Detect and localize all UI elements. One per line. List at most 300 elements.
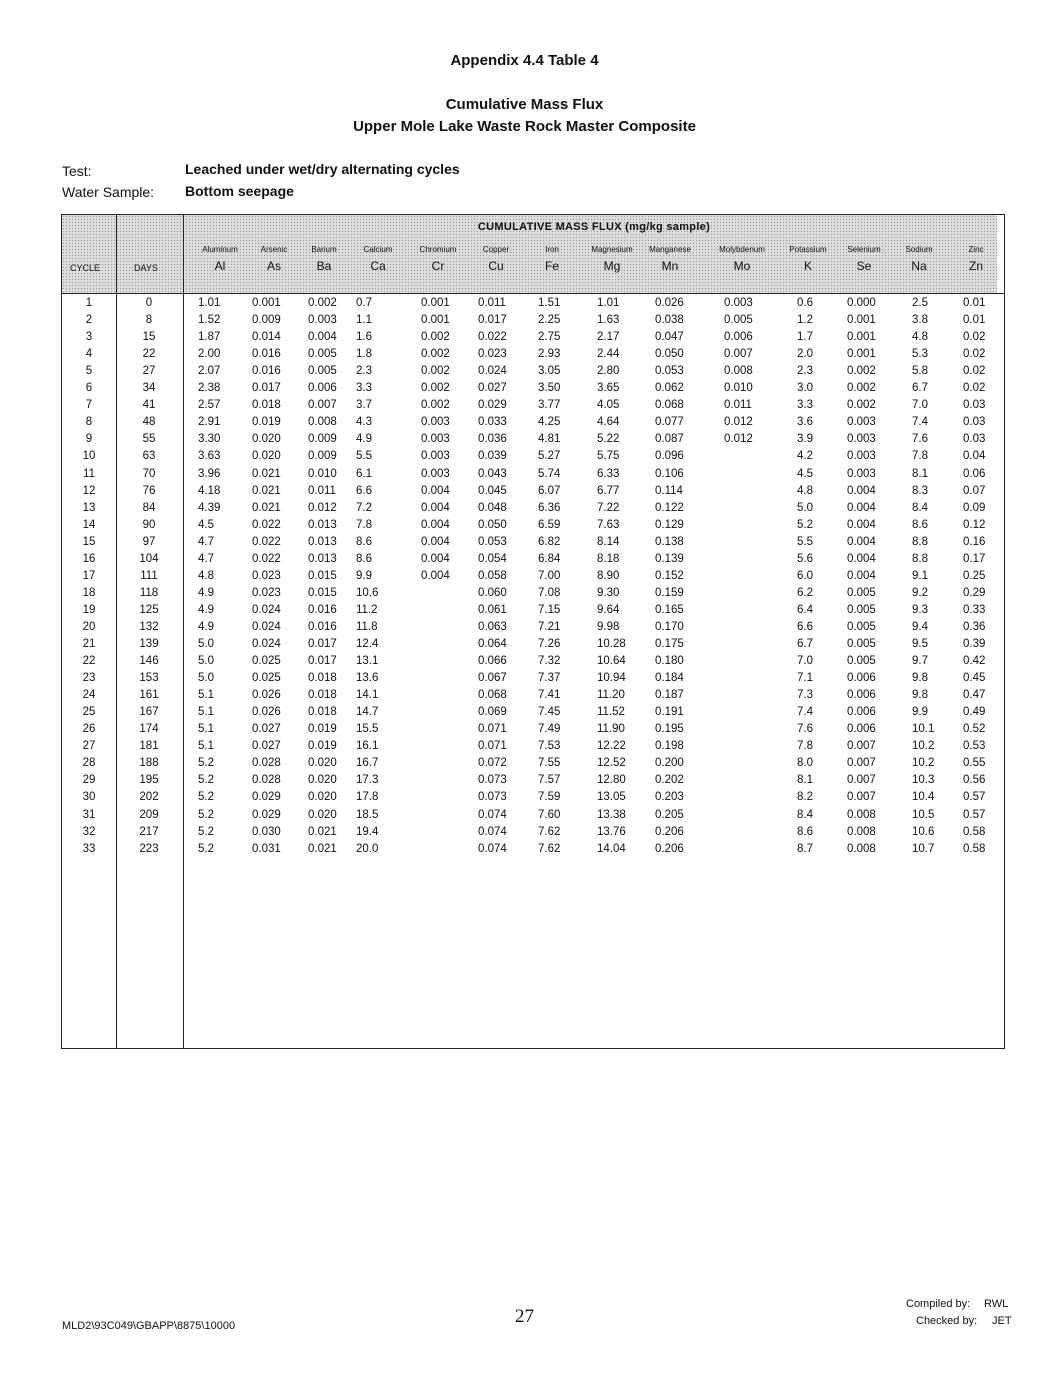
value-cell: 0.038 <box>655 314 684 327</box>
value-cell: 7.62 <box>538 842 561 855</box>
cycle-cell: 27 <box>82 740 96 753</box>
value-cell: 0.020 <box>308 774 337 787</box>
value-cell: 0.029 <box>252 808 281 821</box>
value-cell: 6.82 <box>538 535 561 548</box>
value-cell: 0.022 <box>252 518 281 531</box>
table-row <box>62 672 1004 689</box>
value-cell: 5.22 <box>597 433 620 446</box>
value-cell: 0.170 <box>655 620 684 633</box>
cycle-cell: 29 <box>82 774 96 787</box>
value-cell: 0.004 <box>847 552 876 565</box>
value-cell: 0.002 <box>847 382 876 395</box>
table-row <box>62 621 1004 638</box>
table-row <box>62 553 1004 570</box>
value-cell: 0.004 <box>847 484 876 497</box>
table-row <box>62 740 1004 757</box>
value-cell: 0.071 <box>478 740 507 753</box>
cycle-cell: 21 <box>82 638 96 650</box>
days-cell: 0 <box>145 297 153 309</box>
cycle-header: CYCLE <box>70 263 101 273</box>
value-cell: 0.020 <box>308 808 337 821</box>
cycle-cell: 8 <box>85 416 93 429</box>
value-cell: 0.002 <box>847 365 876 378</box>
water-sample-label: Water Sample: <box>62 184 155 200</box>
value-cell: 0.027 <box>252 740 281 753</box>
value-cell: 0.04 <box>963 450 986 463</box>
value-cell: 6.07 <box>538 484 561 497</box>
table-row <box>62 689 1004 706</box>
value-cell: 0.028 <box>252 774 281 787</box>
value-cell: 0.008 <box>724 365 753 378</box>
value-cell: 0.071 <box>478 723 507 736</box>
table-row <box>62 723 1004 740</box>
value-cell: 8.7 <box>797 842 813 855</box>
table-row <box>62 331 1004 348</box>
value-cell: 0.07 <box>963 484 986 497</box>
value-cell: 4.05 <box>597 399 620 412</box>
table-row <box>62 791 1004 808</box>
value-cell: 5.1 <box>198 740 214 753</box>
value-cell: 0.005 <box>847 655 876 668</box>
value-cell: 7.22 <box>597 501 620 514</box>
element-name-header: Aluminum <box>202 245 238 254</box>
element-symbol-header: As <box>266 259 281 273</box>
value-cell: 0.039 <box>478 450 507 463</box>
value-cell: 0.073 <box>478 774 507 787</box>
value-cell: 7.57 <box>538 774 561 787</box>
value-cell: 5.1 <box>198 706 214 719</box>
value-cell: 0.008 <box>847 825 876 838</box>
value-cell: 5.2 <box>198 825 214 838</box>
cycle-cell: 32 <box>82 825 96 838</box>
element-name-header: Zinc <box>968 245 984 254</box>
value-cell: 10.4 <box>912 791 935 804</box>
value-cell: 0.49 <box>963 706 986 719</box>
table-row <box>62 416 1004 433</box>
element-symbol-header: Cr <box>431 259 445 273</box>
value-cell: 0.050 <box>655 348 684 361</box>
value-cell: 9.2 <box>912 586 928 599</box>
value-cell: 0.36 <box>963 620 986 633</box>
value-cell: 7.8 <box>356 518 372 531</box>
value-cell: 5.1 <box>198 689 214 702</box>
table-row <box>62 809 1004 826</box>
value-cell: 7.1 <box>797 672 813 685</box>
value-cell: 0.006 <box>308 382 337 395</box>
value-cell: 0.021 <box>252 484 281 497</box>
value-cell: 3.3 <box>356 382 372 395</box>
value-cell: 1.1 <box>356 314 372 327</box>
days-header: DAYS <box>134 263 158 273</box>
checked-by-value: JET <box>992 1315 1012 1327</box>
value-cell: 1.51 <box>538 297 561 309</box>
value-cell: 0.53 <box>963 740 986 753</box>
value-cell: 0.009 <box>252 314 281 327</box>
test-value: Leached under wet/dry alternating cycles <box>185 161 460 177</box>
cycle-cell: 10 <box>82 450 96 463</box>
days-cell: 167 <box>139 706 159 719</box>
value-cell: 0.072 <box>478 757 507 770</box>
value-cell: 9.4 <box>912 620 928 633</box>
value-cell: 8.6 <box>797 825 813 838</box>
value-cell: 13.38 <box>597 808 626 821</box>
value-cell: 0.021 <box>252 501 281 514</box>
cycle-cell: 25 <box>82 706 96 719</box>
value-cell: 0.03 <box>963 433 986 446</box>
table-row <box>62 604 1004 621</box>
value-cell: 16.1 <box>356 740 379 753</box>
cycle-cell: 4 <box>85 348 93 361</box>
table-row <box>62 826 1004 843</box>
value-cell: 1.63 <box>597 314 620 327</box>
value-cell: 0.005 <box>308 365 337 378</box>
value-cell: 0.55 <box>963 757 986 770</box>
value-cell: 4.25 <box>538 416 561 429</box>
value-cell: 6.36 <box>538 501 561 514</box>
cycle-cell: 6 <box>85 382 93 395</box>
table-row <box>62 365 1004 382</box>
days-cell: 146 <box>139 655 159 668</box>
value-cell: 0.009 <box>308 433 337 446</box>
value-cell: 11.20 <box>597 689 625 702</box>
value-cell: 13.1 <box>356 655 379 668</box>
value-cell: 2.0 <box>797 348 813 361</box>
value-cell: 0.009 <box>308 450 337 463</box>
value-cell: 0.129 <box>655 518 684 531</box>
value-cell: 10.6 <box>912 825 935 838</box>
value-cell: 3.50 <box>538 382 561 395</box>
value-cell: 0.096 <box>655 450 684 463</box>
value-cell: 0.203 <box>655 791 684 804</box>
value-cell: 19.4 <box>356 825 379 838</box>
value-cell: 0.02 <box>963 331 986 344</box>
days-cell: 22 <box>142 348 156 361</box>
value-cell: 0.01 <box>963 314 986 327</box>
value-cell: 5.74 <box>538 467 561 480</box>
value-cell: 1.87 <box>198 331 221 344</box>
value-cell: 0.005 <box>847 586 876 599</box>
value-cell: 0.066 <box>478 655 507 668</box>
value-cell: 0.024 <box>252 620 281 633</box>
value-cell: 0.159 <box>655 586 684 599</box>
value-cell: 5.0 <box>198 655 214 668</box>
value-cell: 9.64 <box>597 603 620 616</box>
value-cell: 2.93 <box>538 348 561 361</box>
value-cell: 2.38 <box>198 382 221 395</box>
value-cell: 3.77 <box>538 399 561 412</box>
header-divider <box>62 293 1004 294</box>
value-cell: 0.020 <box>252 433 281 446</box>
value-cell: 0.198 <box>655 740 684 753</box>
value-cell: 0.012 <box>724 416 753 429</box>
value-cell: 2.75 <box>538 331 561 344</box>
value-cell: 0.019 <box>308 740 337 753</box>
value-cell: 2.80 <box>597 365 620 378</box>
days-cell: 153 <box>139 672 159 685</box>
value-cell: 13.05 <box>597 791 626 804</box>
value-cell: 5.2 <box>198 791 214 804</box>
value-cell: 0.024 <box>252 603 281 616</box>
value-cell: 8.18 <box>597 552 620 565</box>
value-cell: 2.5 <box>912 297 928 309</box>
value-cell: 0.005 <box>308 348 337 361</box>
value-cell: 0.027 <box>478 382 507 395</box>
value-cell: 3.65 <box>597 382 620 395</box>
value-cell: 7.4 <box>912 416 928 429</box>
value-cell: 0.067 <box>478 672 507 685</box>
cycle-cell: 22 <box>82 655 96 668</box>
value-cell: 0.25 <box>963 569 986 582</box>
cycle-cell: 9 <box>85 433 93 446</box>
value-cell: 4.8 <box>912 331 928 344</box>
value-cell: 0.004 <box>308 331 337 344</box>
value-cell: 10.1 <box>912 723 935 736</box>
table-row <box>62 485 1004 502</box>
value-cell: 0.202 <box>655 774 684 787</box>
mass-flux-table <box>61 214 1005 1049</box>
value-cell: 0.003 <box>847 433 876 446</box>
value-cell: 12.52 <box>597 757 626 770</box>
table-row <box>62 433 1004 450</box>
days-cell: 84 <box>142 501 156 514</box>
value-cell: 0.003 <box>847 416 876 429</box>
days-cell: 125 <box>139 603 159 616</box>
value-cell: 0.003 <box>724 297 753 309</box>
value-cell: 0.187 <box>655 689 684 702</box>
element-symbol-header: Ca <box>370 259 386 273</box>
value-cell: 0.058 <box>478 569 507 582</box>
element-name-header: Sodium <box>905 245 933 254</box>
value-cell: 0.013 <box>308 535 337 548</box>
days-cell: 161 <box>139 689 159 702</box>
value-cell: 0.011 <box>478 297 506 309</box>
value-cell: 0.063 <box>478 620 507 633</box>
value-cell: 0.022 <box>252 552 281 565</box>
cycle-cell: 23 <box>82 672 96 685</box>
value-cell: 0.016 <box>252 348 281 361</box>
value-cell: 12.4 <box>356 638 379 650</box>
checked-by-label: Checked by: <box>916 1315 978 1327</box>
value-cell: 0.004 <box>847 501 876 514</box>
value-cell: 0.01 <box>963 297 986 309</box>
value-cell: 0.043 <box>478 467 507 480</box>
value-cell: 5.75 <box>597 450 620 463</box>
days-cell: 202 <box>139 791 159 804</box>
value-cell: 14.04 <box>597 842 626 855</box>
value-cell: 0.008 <box>308 416 337 429</box>
cycle-cell: 26 <box>82 723 96 736</box>
value-cell: 4.3 <box>356 416 372 429</box>
value-cell: 0.001 <box>421 314 450 327</box>
table-row <box>62 774 1004 791</box>
value-cell: 7.4 <box>797 706 813 719</box>
value-cell: 4.9 <box>198 620 214 633</box>
value-cell: 0.073 <box>478 791 507 804</box>
value-cell: 9.8 <box>912 689 928 702</box>
value-cell: 0.068 <box>478 689 507 702</box>
value-cell: 8.3 <box>912 484 928 497</box>
table-row <box>62 382 1004 399</box>
value-cell: 0.008 <box>847 842 876 855</box>
days-cell: 111 <box>140 569 158 582</box>
value-cell: 0.09 <box>963 501 986 514</box>
value-cell: 7.3 <box>797 689 813 702</box>
value-cell: 0.012 <box>724 433 753 446</box>
value-cell: 0.023 <box>252 586 281 599</box>
element-name-header: Manganese <box>649 245 691 254</box>
days-cell: 209 <box>139 808 159 821</box>
value-cell: 5.2 <box>198 774 214 787</box>
value-cell: 0.021 <box>252 467 281 480</box>
value-cell: 0.074 <box>478 842 507 855</box>
cycle-cell: 5 <box>85 365 93 378</box>
value-cell: 5.8 <box>912 365 928 378</box>
value-cell: 0.020 <box>308 757 337 770</box>
value-cell: 0.003 <box>308 314 337 327</box>
table-row <box>62 536 1004 553</box>
value-cell: 17.3 <box>356 774 379 787</box>
value-cell: 0.045 <box>478 484 507 497</box>
value-cell: 0.023 <box>478 348 507 361</box>
cycle-cell: 16 <box>82 552 96 565</box>
element-name-header: Selenium <box>847 245 881 254</box>
table-row <box>62 348 1004 365</box>
value-cell: 10.64 <box>597 655 626 668</box>
value-cell: 0.001 <box>252 297 281 309</box>
value-cell: 7.59 <box>538 791 561 804</box>
value-cell: 0.004 <box>847 535 876 548</box>
value-cell: 0.003 <box>421 433 450 446</box>
value-cell: 6.1 <box>356 467 372 480</box>
value-cell: 0.017 <box>252 382 281 395</box>
value-cell: 9.9 <box>356 569 372 582</box>
test-label: Test: <box>62 163 92 179</box>
cycle-cell: 30 <box>82 791 96 804</box>
value-cell: 2.25 <box>538 314 561 327</box>
page-number: 27 <box>515 1306 534 1327</box>
days-cell: 223 <box>139 842 159 855</box>
value-cell: 6.6 <box>356 484 372 497</box>
value-cell: 0.57 <box>963 791 986 804</box>
value-cell: 9.98 <box>597 620 620 633</box>
value-cell: 0.003 <box>421 467 450 480</box>
table-row <box>62 502 1004 519</box>
value-cell: 0.036 <box>478 433 507 446</box>
value-cell: 0.56 <box>963 774 986 787</box>
days-cell: 27 <box>142 365 156 378</box>
value-cell: 0.026 <box>655 297 684 309</box>
element-symbol-header: Mn <box>661 259 679 273</box>
value-cell: 0.180 <box>655 655 684 668</box>
value-cell: 0.016 <box>252 365 281 378</box>
value-cell: 0.012 <box>308 501 337 514</box>
value-cell: 12.80 <box>597 774 626 787</box>
value-cell: 5.0 <box>198 672 214 685</box>
days-cell: 217 <box>139 825 159 838</box>
value-cell: 1.01 <box>198 297 221 309</box>
value-cell: 4.81 <box>538 433 561 446</box>
days-cell: 55 <box>142 433 156 446</box>
days-cell: 97 <box>142 535 156 548</box>
cycle-cell: 17 <box>82 569 96 582</box>
value-cell: 0.165 <box>655 603 684 616</box>
value-cell: 8.1 <box>797 774 813 787</box>
value-cell: 0.020 <box>308 791 337 804</box>
element-name-header: Arsenic <box>260 245 288 254</box>
table-row <box>62 843 1004 860</box>
value-cell: 0.33 <box>963 603 986 616</box>
value-cell: 4.5 <box>797 467 813 480</box>
value-cell: 3.9 <box>797 433 813 446</box>
value-cell: 7.15 <box>538 603 561 616</box>
value-cell: 0.025 <box>252 655 281 668</box>
value-cell: 2.57 <box>198 399 221 412</box>
value-cell: 0.003 <box>847 450 876 463</box>
value-cell: 3.0 <box>797 382 813 395</box>
value-cell: 3.05 <box>538 365 561 378</box>
table-row <box>62 297 1004 314</box>
days-cell: 76 <box>142 484 156 497</box>
value-cell: 0.03 <box>963 416 986 429</box>
value-cell: 0.017 <box>478 314 507 327</box>
value-cell: 7.6 <box>912 433 928 446</box>
value-cell: 7.8 <box>912 450 928 463</box>
value-cell: 7.08 <box>538 586 561 599</box>
value-cell: 4.8 <box>797 484 813 497</box>
water-sample-value: Bottom seepage <box>185 183 294 199</box>
days-cell: 63 <box>142 450 156 463</box>
value-cell: 0.004 <box>421 535 450 548</box>
value-cell: 4.5 <box>198 518 214 531</box>
value-cell: 0.007 <box>308 399 337 412</box>
value-cell: 15.5 <box>356 723 379 736</box>
value-cell: 0.004 <box>847 518 876 531</box>
value-cell: 14.1 <box>356 689 379 702</box>
value-cell: 10.6 <box>356 586 379 599</box>
value-cell: 8.8 <box>912 552 928 565</box>
value-cell: 0.026 <box>252 706 281 719</box>
days-cell: 41 <box>142 399 156 412</box>
value-cell: 0.006 <box>724 331 753 344</box>
value-cell: 16.7 <box>356 757 379 770</box>
value-cell: 4.64 <box>597 416 620 429</box>
value-cell: 0.002 <box>847 399 876 412</box>
value-cell: 0.17 <box>963 552 986 565</box>
value-cell: 8.1 <box>912 467 928 480</box>
value-cell: 0.013 <box>308 518 337 531</box>
days-cell: 104 <box>139 552 159 565</box>
value-cell: 1.52 <box>198 314 221 327</box>
value-cell: 3.6 <box>797 416 813 429</box>
value-cell: 0.195 <box>655 723 684 736</box>
value-cell: 7.0 <box>797 655 813 668</box>
value-cell: 0.12 <box>963 518 986 531</box>
element-name-header: Magnesium <box>591 245 633 254</box>
value-cell: 7.45 <box>538 706 561 719</box>
value-cell: 4.8 <box>198 569 214 582</box>
value-cell: 0.011 <box>308 484 336 497</box>
value-cell: 0.007 <box>847 774 876 787</box>
table-number-title: Appendix 4.4 Table 4 <box>450 52 599 69</box>
days-cell: 34 <box>142 382 156 395</box>
value-cell: 0.005 <box>724 314 753 327</box>
table-row <box>62 706 1004 723</box>
value-cell: 9.7 <box>912 655 928 668</box>
value-cell: 6.0 <box>797 569 813 582</box>
value-cell: 0.200 <box>655 757 684 770</box>
value-cell: 6.2 <box>797 586 813 599</box>
value-cell: 0.074 <box>478 825 507 838</box>
